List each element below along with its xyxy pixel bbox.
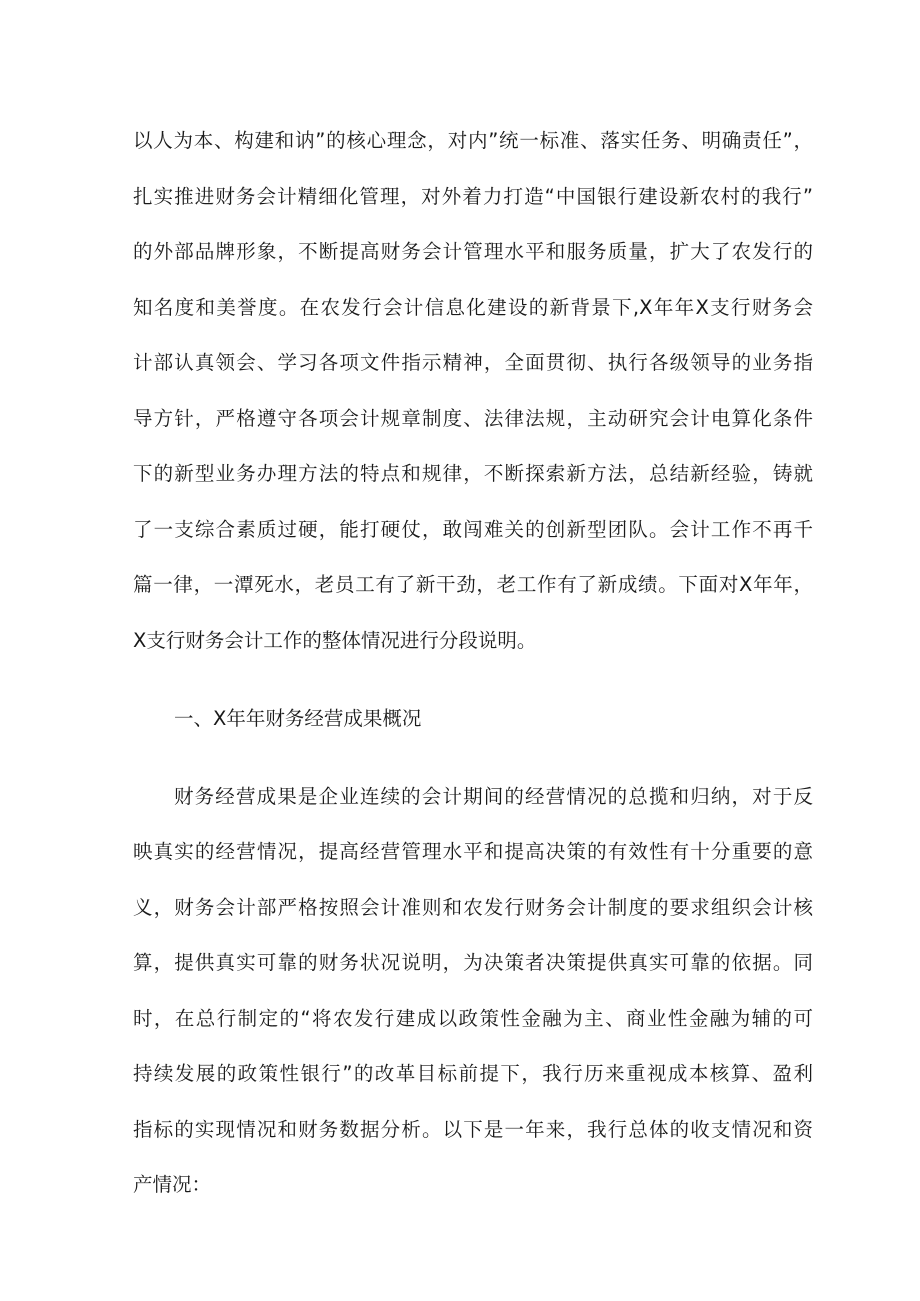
text-line: 算，提供真实可靠的财务状况说明，为决策者决策提供真实可靠的依据。同 bbox=[133, 951, 813, 974]
text-line: 指标的实现情况和财务数据分析。以下是一年来，我行总体的收支情况和资 bbox=[133, 1118, 813, 1141]
text-line: 篇一律，一潭死水，老员工有了新干劲，老工作有了新成绩。下面对X年年， bbox=[133, 573, 813, 596]
text-line: 映真实的经营情况，提高经营管理水平和提高决策的有效性有十分重要的意 bbox=[133, 840, 813, 863]
section-heading: 一、X年年财务经营成果概况 bbox=[174, 707, 422, 730]
text-line: 计部认真领会、学习各项文件指示精神，全面贯彻、执行各级领导的业务指 bbox=[133, 351, 813, 374]
text-line: 的外部品牌形象，不断提高财务会计管理水平和服务质量，扩大了农发行的 bbox=[133, 240, 813, 263]
text-line: 导方针，严格遵守各项会计规章制度、法律法规，主动研究会计电算化条件 bbox=[133, 407, 813, 430]
text-line: 扎实推进财务会计精细化管理，对外着力打造“中国银行建设新农村的我行” bbox=[133, 185, 813, 208]
text-line: 义，财务会计部严格按照会计准则和农发行财务会计制度的要求组织会计核 bbox=[133, 896, 813, 919]
text-line: 财务经营成果是企业连续的会计期间的经营情况的总揽和归纳，对于反 bbox=[174, 785, 813, 808]
text-line: X支行财务会计工作的整体情况进行分段说明。 bbox=[133, 629, 537, 652]
text-line: 时，在总行制定的“将农发行建成以政策性金融为主、商业性金融为辅的可 bbox=[133, 1007, 813, 1030]
text-line: 产情况： bbox=[133, 1173, 212, 1196]
text-line: 以人为本、构建和讷”的核心理念，对内”统一标准、落实任务、明确责任”， bbox=[133, 129, 813, 152]
text-line: 下的新型业务办理方法的特点和规律，不断探索新方法，总结新经验，铸就 bbox=[133, 462, 813, 485]
text-line: 知名度和美誉度。在农发行会计信息化建设的新背景下,X年年X支行财务会 bbox=[133, 296, 813, 319]
text-line: 持续发展的政策性银行”的改革目标前提下，我行历来重视成本核算、盈利 bbox=[133, 1062, 813, 1085]
text-line: 了一支综合素质过硬，能打硬仗，敢闯难关的创新型团队。会计工作不再千 bbox=[133, 518, 813, 541]
